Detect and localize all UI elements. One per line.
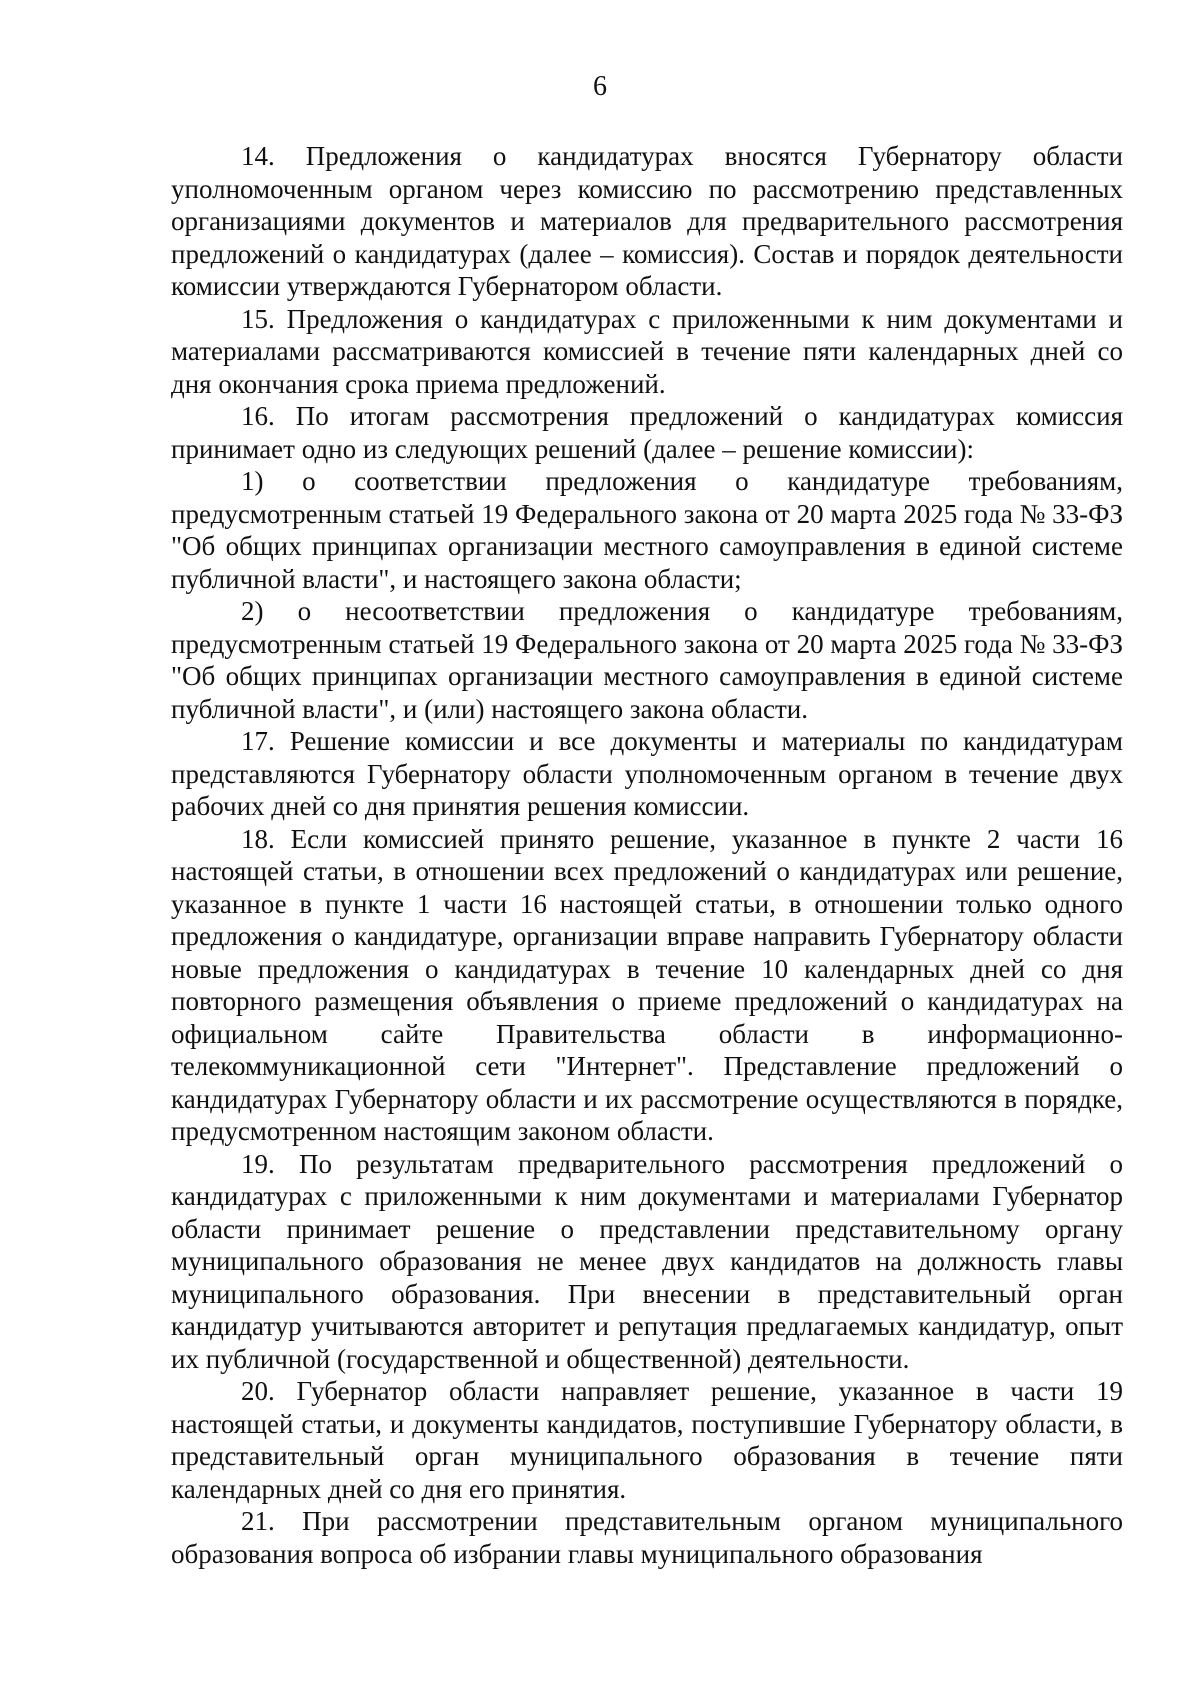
paragraph-20: 20. Губернатор области направляет решение, указанное в части 19 настоящей статьи, и документы кандидатов, поступившие Губернатору области, в представительный орган муниципального образования в течение пяти календарных дней со дня его принятия.: [171, 1376, 1123, 1504]
paragraph-18: 18. Если комиссией принято решение, указанное в пункте 2 части 16 настоящей статьи, в отношении всех предложений о кандидатурах или решение, указанное в пункте 1 части 16 настоящей статьи, в отношении только одного предложения о кандидатуре, организации вправе направить Губернатору области новые предложения о кандидатурах в течение 10 календарных дней со дня повторного размещения объявления о приеме предложений о кандидатурах на официальном сайте Правительства области в информационно-телекоммуникационной сети "Интернет". Представление предложений о кандидатурах Губернатору области и их рассмотрение осуществляются в порядке, предусмотренном настоящим законом области.: [171, 823, 1123, 1146]
paragraph-16: 16. По итогам рассмотрения предложений о кандидатурах комиссия принимает одно из следующих решений (далее – решение комиссии):: [171, 401, 1123, 464]
paragraph-21: 21. При рассмотрении представительным органом муниципального образования вопроса об избрании главы муниципального образования: [171, 1506, 1123, 1569]
document-body: [171, 140, 1123, 1570]
paragraph-19: 19. По результатам предварительного рассмотрения предложений о кандидатурах с приложенными к ним документами и материалами Губернатор области принимает решение о представлении представительному органу муниципального образования не менее двух кандидатов на должность главы муниципального образования. При внесении в представительный орган кандидатур учитываются авторитет и репутация предлагаемых кандидатур, опыт их публичной (государственной и общественной) деятельности.: [171, 1148, 1123, 1374]
paragraph-15: 15. Предложения о кандидатурах с приложенными к ним документами и материалами рассматриваются комиссией в течение пяти календарных дней со дня окончания срока приема предложений.: [171, 303, 1123, 399]
paragraph-17: 17. Решение комиссии и все документы и материалы по кандидатурам представляются Губернатору области уполномоченным органом в течение двух рабочих дней со дня принятия решения комиссии.: [171, 726, 1123, 821]
paragraph-16-item-1: 1) о соответствии предложения о кандидатуре требованиям, предусмотренным статьей 19 Федерального закона от 20 марта 2025 года № 33-ФЗ "Об общих принципах организации местного самоуправления в единой системе публичной власти", и настоящего закона области;: [171, 466, 1123, 594]
paragraph-16-item-2: 2) о несоответствии предложения о кандидатуре требованиям, предусмотренным статьей 19 Федерального закона от 20 марта 2025 года № 33-ФЗ "Об общих принципах организации местного самоуправления в единой системе публичной власти", и (или) настоящего закона области.: [171, 596, 1123, 724]
page-number: 6: [593, 71, 607, 102]
paragraph-14: 14. Предложения о кандидатурах вносятся Губернатору области уполномоченным органом через комиссию по рассмотрению представленных организациями документов и материалов для предварительного рассмотрения предложений о кандидатурах (далее – комиссия). Состав и порядок деятельности комиссии утверждаются Губернатором области.: [171, 141, 1123, 301]
